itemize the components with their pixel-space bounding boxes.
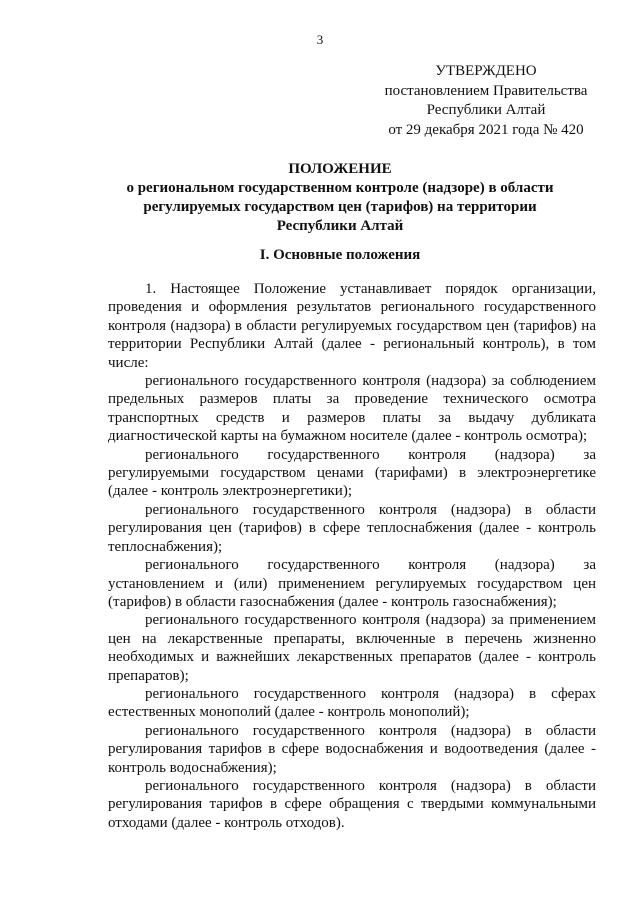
- title-line-2: о региональном государственном контроле (надзоре) в области: [126, 180, 554, 196]
- paragraph: регионального государственного контроля (надзора) в сферах естественных монополий (далее - контроль монополий);: [108, 685, 596, 721]
- paragraph: регионального государственного контроля (надзора) за соблюдением предельных размеров платы за проведение технического осмотра транспортных средств и размеров платы за выдачу дубликата диагностической карты на бумажном носителе (далее - контроль осмотра);: [108, 373, 596, 445]
- body-text: [108, 280, 596, 832]
- approval-line-4: от 29 декабря 2021 года № 420: [388, 121, 584, 138]
- document-title: [100, 160, 580, 236]
- paragraph: регионального государственного контроля (надзора) за установлением и (или) применением регулируемых государством цен (тарифов) в области газоснабжения (далее - контроль газоснабжения);: [108, 557, 596, 610]
- approval-line-1: УТВЕРЖДЕНО: [435, 63, 537, 79]
- paragraph: регионального государственного контроля (надзора) в области регулирования тарифов в сфере водоснабжения и водоотведения (далее - контроль водоснабжения);: [108, 722, 596, 776]
- page-number: 3: [316, 32, 324, 47]
- approval-stamp: [362, 62, 610, 140]
- paragraph: 1. Настоящее Положение устанавливает порядок организации, проведения и оформления результатов регионального государственного контроля (надзора) в области регулируемых государством цен (тарифов) на территории Республики Алтай (далее - региональный контроль), в том числе:: [108, 281, 596, 371]
- paragraph: регионального государственного контроля (надзора) в области регулирования тарифов в сфере обращения с твердыми коммунальными отходами (далее - контроль отходов).: [108, 777, 596, 831]
- paragraph: регионального государственного контроля (надзора) за регулируемыми государством ценами (тарифами) в электроэнергетике (далее - контроль электроэнергетики);: [108, 446, 596, 500]
- section-heading: I. Основные положения: [259, 247, 421, 263]
- title-line-3: регулируемых государством цен (тарифов) на территории: [143, 199, 537, 215]
- title-line-1: ПОЛОЖЕНИЕ: [288, 161, 392, 177]
- paragraph: регионального государственного контроля (надзора) за применением цен на лекарственные препараты, включенные в перечень жизненно необходимых и важнейших лекарственных препаратов (далее - контроль препаратов);: [108, 612, 596, 684]
- approval-line-3: Республики Алтай: [426, 102, 546, 118]
- title-line-4: Республики Алтай: [276, 218, 404, 234]
- approval-line-2: постановлением Правительства: [384, 82, 588, 99]
- paragraph: регионального государственного контроля (надзора) в области регулирования цен (тарифов) в сфере теплоснабжения (далее - контроль теплоснабжения);: [108, 501, 596, 555]
